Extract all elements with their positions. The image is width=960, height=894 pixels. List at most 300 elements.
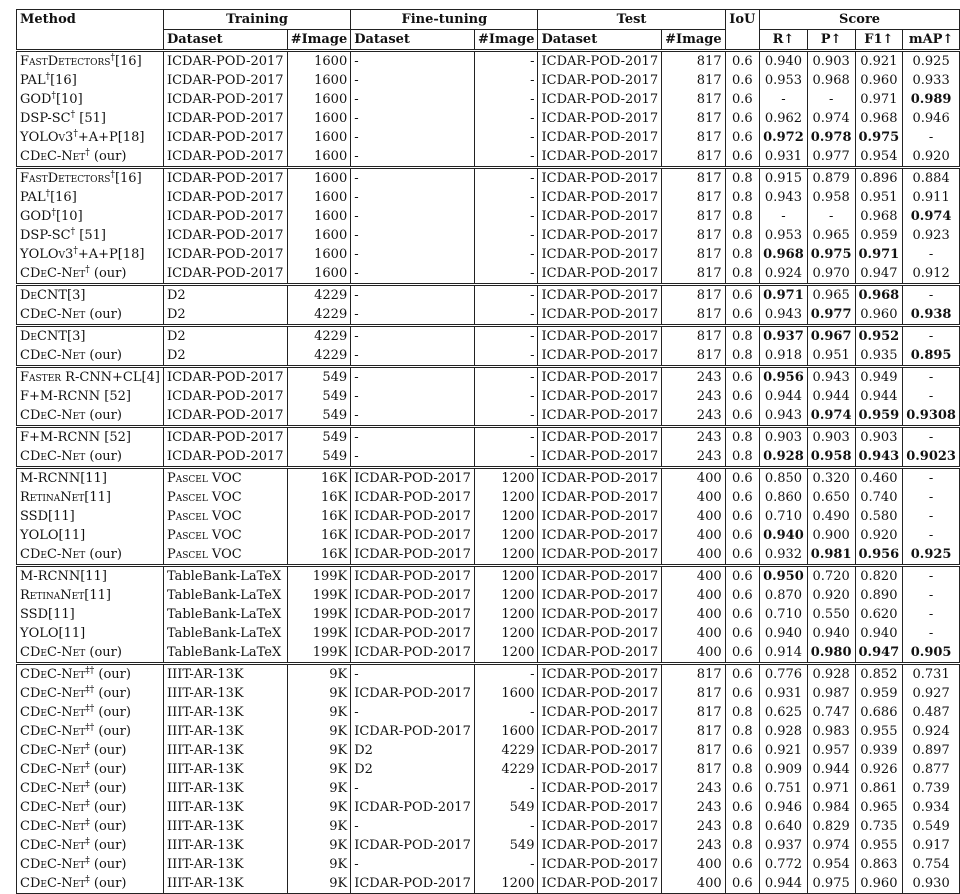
score-map-text: -	[928, 527, 934, 543]
score-recall-text: 0.710	[764, 508, 803, 524]
training-image-count-text: 199K	[312, 606, 348, 622]
score-precision-text: 0.975	[812, 875, 850, 891]
score-f1-text: 0.956	[858, 546, 900, 562]
finetuning-dataset-text: ICDAR-POD-2017	[354, 685, 471, 701]
score-f1-text: 0.940	[860, 625, 898, 641]
training-dataset	[163, 566, 287, 587]
score-map	[903, 226, 960, 245]
finetuning-dataset	[351, 605, 475, 624]
training-dataset	[163, 406, 287, 427]
finetuning-dataset-text: -	[354, 429, 359, 445]
training-image-count-text: 1600	[314, 148, 348, 164]
method-footnote-mark: †	[110, 169, 115, 180]
score-precision	[807, 147, 855, 168]
training-image-count	[287, 207, 351, 226]
finetuning-dataset-text: ICDAR-POD-2017	[354, 723, 471, 739]
score-precision	[807, 326, 855, 347]
iou-value	[725, 128, 759, 147]
score-precision	[807, 71, 855, 90]
finetuning-dataset	[351, 468, 475, 489]
table-row	[17, 507, 960, 526]
score-recall	[760, 760, 808, 779]
training-dataset-text: IIIT-AR-13K	[166, 856, 244, 872]
finetuning-dataset	[351, 51, 475, 72]
method-name: CDeC-Net	[20, 347, 86, 363]
method-reference: (our)	[89, 856, 127, 872]
finetuning-image-count	[474, 741, 538, 760]
score-map-text: 0.946	[912, 110, 950, 126]
finetuning-image-count	[474, 684, 538, 703]
finetuning-image-count-text: -	[530, 369, 535, 385]
test-image-count-text: 817	[696, 742, 722, 758]
test-image-count-text: 817	[696, 761, 722, 777]
score-f1	[855, 168, 903, 189]
table-row	[17, 71, 960, 90]
finetuning-image-count-text: 1200	[501, 644, 535, 660]
score-precision	[807, 285, 855, 306]
training-dataset-text: ICDAR-POD-2017	[166, 72, 284, 88]
score-map-text: 0.920	[912, 148, 950, 164]
score-precision	[807, 109, 855, 128]
score-recall	[760, 624, 808, 643]
iou-value-text: 0.6	[732, 306, 753, 322]
score-map-text: 0.938	[910, 306, 952, 322]
table-row	[17, 817, 960, 836]
method-footnote-mark: ‡	[85, 855, 90, 866]
method-footnote-mark: †	[85, 264, 90, 275]
score-recall-text: 0.772	[764, 856, 803, 872]
iou-value-text: 0.8	[732, 429, 753, 445]
test-image-count-text: 243	[696, 799, 722, 815]
method-name: F+M-RCNN	[20, 388, 101, 404]
finetuning-dataset	[351, 643, 475, 664]
finetuning-image-count-text: -	[530, 328, 535, 344]
score-map	[903, 147, 960, 168]
score-recall-text: 0.914	[764, 644, 803, 660]
header-finetuning-image: #Image	[474, 30, 538, 51]
finetuning-dataset	[351, 427, 475, 448]
score-recall-text: 0.937	[763, 328, 804, 344]
finetuning-dataset-text: -	[354, 246, 359, 262]
test-image-count	[662, 760, 726, 779]
training-dataset-text: ICDAR-POD-2017	[166, 53, 284, 69]
test-image-count-text: 400	[696, 508, 722, 524]
method-reference: [10]	[55, 208, 83, 224]
row-group	[17, 566, 960, 664]
score-f1-text: 0.896	[860, 170, 898, 186]
test-dataset	[538, 188, 662, 207]
finetuning-image-count	[474, 326, 538, 347]
training-dataset	[163, 346, 287, 367]
score-f1-text: 0.943	[858, 448, 900, 464]
training-image-count	[287, 874, 351, 894]
table-row	[17, 684, 960, 703]
training-image-count-text: 16K	[320, 470, 348, 486]
score-f1-text: 0.965	[860, 799, 898, 815]
table-row	[17, 468, 960, 489]
score-precision-text: 0.980	[810, 644, 852, 660]
test-image-count	[662, 624, 726, 643]
score-recall-text: 0.870	[764, 587, 803, 603]
test-image-count-text: 817	[696, 91, 722, 107]
finetuning-image-count	[474, 836, 538, 855]
test-dataset-text: ICDAR-POD-2017	[541, 227, 659, 243]
finetuning-dataset	[351, 109, 475, 128]
score-precision	[807, 264, 855, 285]
method-name: CDeC-Net	[20, 306, 86, 322]
finetuning-image-count	[474, 798, 538, 817]
header-training: Training	[163, 10, 350, 30]
iou-value-text: 0.6	[732, 53, 753, 69]
score-recall	[760, 566, 808, 587]
training-dataset-text: D2	[166, 306, 186, 322]
test-dataset-text: ICDAR-POD-2017	[541, 625, 659, 641]
score-f1-text: 0.968	[860, 110, 898, 126]
score-map	[903, 526, 960, 545]
score-precision-text: 0.650	[812, 489, 850, 505]
method-name: CDeC-Net	[20, 407, 86, 423]
test-dataset-text: ICDAR-POD-2017	[541, 546, 659, 562]
iou-value	[725, 586, 759, 605]
finetuning-image-count	[474, 855, 538, 874]
training-image-count-text: 549	[322, 369, 348, 385]
test-image-count	[662, 90, 726, 109]
training-dataset-text: TableBank-LaTeX	[166, 625, 282, 641]
test-image-count-text: 817	[696, 189, 722, 205]
score-precision-text: 0.490	[812, 508, 850, 524]
score-map-text: 0.731	[912, 666, 950, 682]
score-recall	[760, 722, 808, 741]
training-dataset	[163, 147, 287, 168]
score-precision-text: 0.940	[812, 625, 850, 641]
score-map	[903, 798, 960, 817]
score-f1	[855, 447, 903, 468]
header-blank-method	[17, 30, 164, 51]
score-recall	[760, 817, 808, 836]
training-image-count	[287, 367, 351, 388]
score-f1-text: 0.686	[860, 704, 898, 720]
finetuning-image-count	[474, 664, 538, 685]
score-recall-text: 0.972	[763, 129, 804, 145]
finetuning-image-count-text: 1200	[501, 568, 535, 584]
method-name: CDeC-Net	[20, 644, 86, 660]
training-image-count-text: 4229	[314, 328, 348, 344]
score-precision	[807, 643, 855, 664]
method-footnote-mark: †	[73, 245, 78, 256]
test-dataset	[538, 346, 662, 367]
method-cell	[17, 51, 164, 72]
training-dataset-text: ICDAR-POD-2017	[166, 170, 284, 186]
score-precision	[807, 188, 855, 207]
score-recall	[760, 168, 808, 189]
score-map-text: 0.974	[910, 208, 952, 224]
header-row-top	[17, 10, 960, 30]
iou-value-text: 0.6	[732, 644, 753, 660]
score-recall	[760, 703, 808, 722]
score-precision	[807, 779, 855, 798]
test-dataset	[538, 147, 662, 168]
training-image-count-text: 16K	[320, 546, 348, 562]
finetuning-image-count	[474, 703, 538, 722]
finetuning-dataset	[351, 624, 475, 643]
score-recall-text: 0.940	[764, 625, 803, 641]
test-dataset-text: ICDAR-POD-2017	[541, 470, 659, 486]
finetuning-image-count-text: -	[530, 856, 535, 872]
finetuning-image-count	[474, 406, 538, 427]
score-f1-text: 0.975	[858, 129, 900, 145]
training-dataset-text: ICDAR-POD-2017	[166, 246, 284, 262]
finetuning-image-count	[474, 874, 538, 894]
finetuning-dataset	[351, 836, 475, 855]
test-dataset	[538, 817, 662, 836]
method-cell	[17, 168, 164, 189]
score-f1-text: 0.971	[858, 246, 900, 262]
test-dataset	[538, 874, 662, 894]
method-footnote-mark: ‡	[85, 836, 90, 847]
training-dataset	[163, 624, 287, 643]
score-precision-text: 0.944	[812, 388, 850, 404]
iou-value	[725, 468, 759, 489]
iou-value-text: 0.6	[732, 606, 753, 622]
iou-value	[725, 387, 759, 406]
test-dataset	[538, 624, 662, 643]
score-map	[903, 207, 960, 226]
table-row	[17, 128, 960, 147]
training-image-count	[287, 285, 351, 306]
test-image-count	[662, 427, 726, 448]
test-image-count-text: 400	[696, 606, 722, 622]
finetuning-dataset	[351, 684, 475, 703]
table-row	[17, 90, 960, 109]
finetuning-image-count	[474, 207, 538, 226]
test-dataset-text: ICDAR-POD-2017	[541, 407, 659, 423]
method-name: CDeC-Net	[20, 265, 86, 281]
score-f1	[855, 367, 903, 388]
header-training-dataset: Dataset	[163, 30, 287, 51]
finetuning-image-count-text: -	[530, 287, 535, 303]
method-reference: +A+P[18]	[77, 246, 145, 262]
score-recall	[760, 226, 808, 245]
iou-value	[725, 245, 759, 264]
test-image-count	[662, 168, 726, 189]
method-name: M-RCNN	[20, 568, 81, 584]
finetuning-dataset-text: -	[354, 53, 359, 69]
iou-value	[725, 71, 759, 90]
test-image-count-text: 817	[696, 666, 722, 682]
score-f1-text: 0.960	[860, 306, 898, 322]
test-dataset-text: ICDAR-POD-2017	[541, 148, 659, 164]
score-f1-text: 0.863	[860, 856, 898, 872]
finetuning-dataset-text: -	[354, 369, 359, 385]
training-image-count	[287, 624, 351, 643]
finetuning-dataset-text: -	[354, 448, 359, 464]
table-row	[17, 305, 960, 326]
header-row-sub	[17, 30, 960, 51]
training-dataset	[163, 817, 287, 836]
test-image-count-text: 817	[696, 148, 722, 164]
method-cell	[17, 207, 164, 226]
finetuning-dataset	[351, 855, 475, 874]
method-reference: (our)	[89, 875, 127, 891]
training-image-count	[287, 109, 351, 128]
training-dataset	[163, 128, 287, 147]
method-reference: [11]	[84, 587, 111, 603]
score-map-text: 0.989	[910, 91, 952, 107]
training-image-count	[287, 779, 351, 798]
method-name: F+M-RCNN	[20, 429, 101, 445]
finetuning-dataset-text: -	[354, 170, 359, 186]
test-image-count-text: 243	[696, 388, 722, 404]
test-dataset-text: ICDAR-POD-2017	[541, 587, 659, 603]
iou-value	[725, 226, 759, 245]
score-map-text: -	[928, 489, 934, 505]
finetuning-dataset-text: ICDAR-POD-2017	[354, 568, 471, 584]
score-recall	[760, 507, 808, 526]
test-dataset-text: ICDAR-POD-2017	[541, 837, 659, 853]
score-map	[903, 624, 960, 643]
training-image-count-text: 1600	[314, 110, 348, 126]
header-score: Score	[760, 10, 960, 30]
test-image-count	[662, 264, 726, 285]
iou-value	[725, 488, 759, 507]
iou-value-text: 0.8	[732, 837, 753, 853]
results-table-container	[16, 9, 960, 894]
training-dataset-text: IIIT-AR-13K	[166, 685, 244, 701]
finetuning-dataset	[351, 71, 475, 90]
finetuning-dataset	[351, 207, 475, 226]
score-recall	[760, 468, 808, 489]
finetuning-dataset	[351, 798, 475, 817]
test-dataset	[538, 643, 662, 664]
training-dataset	[163, 779, 287, 798]
method-cell	[17, 71, 164, 90]
score-recall-text: 0.956	[763, 369, 804, 385]
test-dataset	[538, 760, 662, 779]
finetuning-image-count-text: 549	[509, 799, 535, 815]
score-f1-text: 0.852	[860, 666, 898, 682]
score-precision-text: 0.944	[812, 761, 850, 777]
score-precision	[807, 684, 855, 703]
finetuning-image-count	[474, 447, 538, 468]
finetuning-image-count	[474, 71, 538, 90]
method-name: CDeC-Net	[20, 837, 86, 853]
finetuning-dataset	[351, 226, 475, 245]
finetuning-image-count-text: -	[530, 265, 535, 281]
table-row	[17, 51, 960, 72]
score-f1	[855, 507, 903, 526]
score-recall	[760, 326, 808, 347]
score-precision-text: 0.900	[812, 527, 850, 543]
test-dataset	[538, 684, 662, 703]
table-row	[17, 855, 960, 874]
test-image-count-text: 400	[696, 470, 722, 486]
test-image-count	[662, 188, 726, 207]
finetuning-image-count-text: -	[530, 306, 535, 322]
test-image-count	[662, 566, 726, 587]
test-dataset-text: ICDAR-POD-2017	[541, 644, 659, 660]
method-reference: [16]	[50, 72, 77, 88]
method-name: RetinaNet	[20, 489, 85, 505]
iou-value	[725, 346, 759, 367]
test-image-count-text: 400	[696, 587, 722, 603]
test-dataset-text: ICDAR-POD-2017	[541, 818, 659, 834]
table-row	[17, 147, 960, 168]
score-f1	[855, 703, 903, 722]
method-reference: (our)	[89, 761, 127, 777]
score-map-text: -	[928, 246, 934, 262]
finetuning-image-count-text: 1200	[501, 546, 535, 562]
iou-value	[725, 207, 759, 226]
method-reference: (our)	[94, 723, 131, 739]
training-dataset	[163, 427, 287, 448]
score-f1-text: 0.861	[860, 780, 898, 796]
test-image-count-text: 400	[696, 568, 722, 584]
score-map-text: 0.924	[912, 723, 950, 739]
score-map	[903, 817, 960, 836]
score-map	[903, 387, 960, 406]
iou-value-text: 0.8	[732, 347, 753, 363]
test-image-count-text: 817	[696, 227, 722, 243]
test-image-count-text: 243	[696, 369, 722, 385]
method-reference: (our)	[85, 448, 122, 464]
training-dataset-text: ICDAR-POD-2017	[166, 388, 284, 404]
training-image-count-text: 1600	[314, 246, 348, 262]
finetuning-dataset-text: -	[354, 91, 359, 107]
score-precision-text: 0.968	[812, 72, 850, 88]
method-cell	[17, 264, 164, 285]
finetuning-image-count-text: -	[530, 91, 535, 107]
header-finetuning: Fine-tuning	[351, 10, 538, 30]
test-dataset-text: ICDAR-POD-2017	[541, 287, 659, 303]
row-group	[17, 664, 960, 894]
score-map-text: 0.933	[912, 72, 950, 88]
training-dataset-text: ICDAR-POD-2017	[166, 189, 284, 205]
score-f1-text: 0.959	[858, 407, 900, 423]
finetuning-dataset-text: -	[354, 110, 359, 126]
score-f1-text: 0.955	[860, 723, 898, 739]
test-image-count-text: 243	[696, 837, 722, 853]
method-reference: (our)	[89, 799, 127, 815]
score-precision-text: 0.977	[812, 148, 850, 164]
training-dataset-text: ICDAR-POD-2017	[166, 148, 284, 164]
score-f1	[855, 779, 903, 798]
score-precision-text: -	[828, 91, 834, 107]
finetuning-image-count-text: -	[530, 388, 535, 404]
finetuning-image-count-text: -	[530, 189, 535, 205]
test-image-count	[662, 526, 726, 545]
table-row	[17, 168, 960, 189]
finetuning-dataset-text: -	[354, 780, 359, 796]
training-image-count	[287, 643, 351, 664]
score-precision	[807, 447, 855, 468]
score-map-text: -	[928, 470, 934, 486]
finetuning-dataset	[351, 874, 475, 894]
score-map	[903, 468, 960, 489]
finetuning-dataset-text: ICDAR-POD-2017	[354, 508, 471, 524]
test-dataset-text: ICDAR-POD-2017	[541, 875, 659, 891]
finetuning-image-count	[474, 427, 538, 448]
finetuning-image-count	[474, 285, 538, 306]
finetuning-dataset-text: ICDAR-POD-2017	[354, 625, 471, 641]
method-reference: [4]	[141, 369, 160, 385]
test-image-count	[662, 71, 726, 90]
score-f1	[855, 817, 903, 836]
finetuning-dataset	[351, 779, 475, 798]
iou-value-text: 0.6	[732, 287, 753, 303]
finetuning-image-count	[474, 722, 538, 741]
method-name: DSP-SC	[20, 227, 71, 243]
score-map-text: 0.487	[912, 704, 950, 720]
